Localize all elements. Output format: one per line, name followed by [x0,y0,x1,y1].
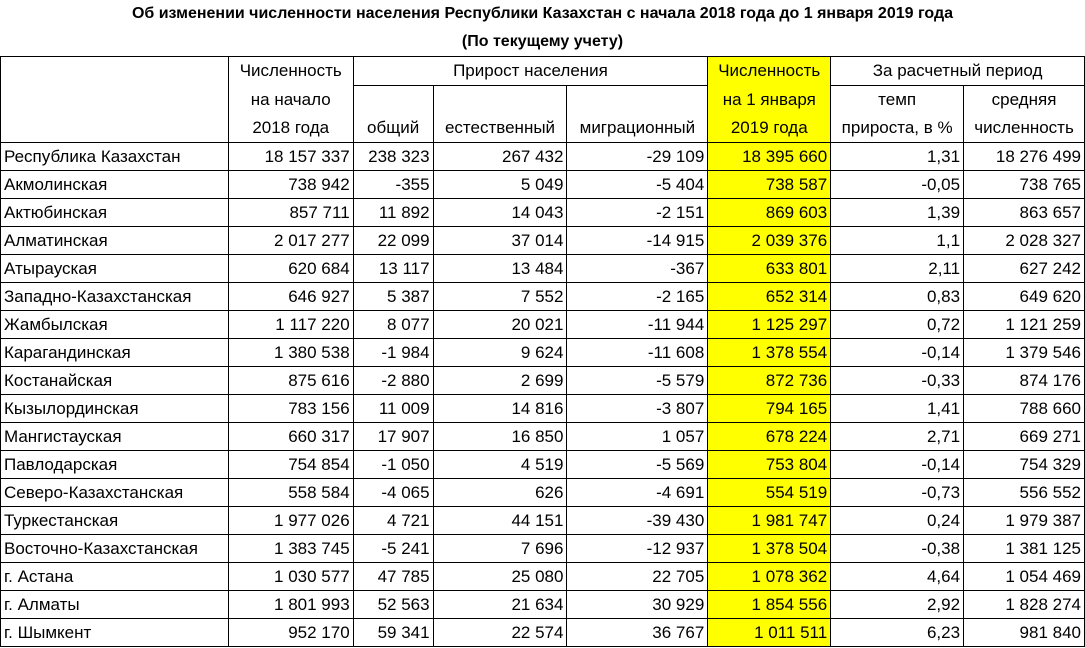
end-pop-cell: 633 801 [708,255,831,283]
growth-total-cell: 22 099 [353,227,433,255]
start-pop-cell: 783 156 [228,395,353,423]
end-pop-cell: 652 314 [708,283,831,311]
table-row [1,367,1085,395]
header-avg-line2: численность [964,114,1085,143]
table-row [1,339,1085,367]
growth-rate-cell: -0,38 [831,535,964,563]
growth-total-cell: -2 880 [353,367,433,395]
growth-migration-cell: -4 691 [567,479,708,507]
avg-pop-cell: 669 271 [964,423,1085,451]
region-name-cell: Северо-Казахстанская [1,479,229,507]
growth-natural-cell: 14 043 [433,199,567,227]
growth-migration-cell: -2 165 [567,283,708,311]
start-pop-cell: 1 977 026 [228,507,353,535]
header-cell-region-3 [1,114,229,143]
growth-total-cell: 17 907 [353,423,433,451]
table-row [1,619,1085,647]
start-pop-cell: 18 157 337 [228,143,353,171]
growth-natural-cell: 4 519 [433,451,567,479]
growth-migration-cell: -29 109 [567,143,708,171]
avg-pop-cell: 2 028 327 [964,227,1085,255]
start-pop-cell: 738 942 [228,171,353,199]
header-growth-natural-blank [433,86,567,115]
start-pop-cell: 558 584 [228,479,353,507]
growth-migration-cell: -11 944 [567,311,708,339]
region-name-cell: Павлодарская [1,451,229,479]
growth-total-cell: -1 984 [353,339,433,367]
region-name-cell: г. Алматы [1,591,229,619]
start-pop-cell: 1 801 993 [228,591,353,619]
start-pop-cell: 1 380 538 [228,339,353,367]
region-name-cell: Западно-Казахстанская [1,283,229,311]
growth-natural-cell: 9 624 [433,339,567,367]
growth-rate-cell: 1,39 [831,199,964,227]
growth-natural-cell: 22 574 [433,619,567,647]
table-row [1,563,1085,591]
region-name-cell: Акмолинская [1,171,229,199]
growth-migration-cell: -5 404 [567,171,708,199]
region-name-cell: Атырауская [1,255,229,283]
growth-migration-cell: -5 579 [567,367,708,395]
start-pop-cell: 857 711 [228,199,353,227]
growth-natural-cell: 37 014 [433,227,567,255]
growth-migration-cell: 22 705 [567,563,708,591]
growth-total-cell: 5 387 [353,283,433,311]
growth-rate-cell: 4,64 [831,563,964,591]
growth-migration-cell: -3 807 [567,395,708,423]
growth-natural-cell: 16 850 [433,423,567,451]
region-name-cell: Республика Казахстан [1,143,229,171]
table-row [1,171,1085,199]
table-row [1,591,1085,619]
growth-rate-cell: 1,1 [831,227,964,255]
start-pop-cell: 1 117 220 [228,311,353,339]
region-name-cell: Кызылординская [1,395,229,423]
table-row [1,227,1085,255]
avg-pop-cell: 863 657 [964,199,1085,227]
growth-rate-cell: 0,24 [831,507,964,535]
header-avg-line1: средняя [964,86,1085,115]
header-start-pop-line2: на начало [228,86,353,115]
growth-total-cell: 13 117 [353,255,433,283]
header-cell-region [1,57,229,86]
start-pop-cell: 1 383 745 [228,535,353,563]
growth-total-cell: -355 [353,171,433,199]
growth-rate-cell: 2,92 [831,591,964,619]
end-pop-cell: 1 078 362 [708,563,831,591]
avg-pop-cell: 754 329 [964,451,1085,479]
avg-pop-cell: 738 765 [964,171,1085,199]
end-pop-cell: 554 519 [708,479,831,507]
header-growth-total-blank [353,86,433,115]
growth-migration-cell: -39 430 [567,507,708,535]
start-pop-cell: 875 616 [228,367,353,395]
growth-total-cell: 11 892 [353,199,433,227]
growth-migration-cell: -11 608 [567,339,708,367]
table-subtitle: (По текущему учету) [461,33,624,50]
header-growth-group: Прирост населения [353,57,708,86]
growth-natural-cell: 626 [433,479,567,507]
start-pop-cell: 754 854 [228,451,353,479]
end-pop-cell: 872 736 [708,367,831,395]
region-name-cell: г. Шымкент [1,619,229,647]
growth-rate-cell: -0,05 [831,171,964,199]
table-row [1,479,1085,507]
avg-pop-cell: 1 381 125 [964,535,1085,563]
start-pop-cell: 1 030 577 [228,563,353,591]
growth-total-cell: 238 323 [353,143,433,171]
table-title: Об изменении численности населения Республики Казахстан с начала 2018 года до 1 января 2019 года [131,5,954,22]
growth-total-cell: -1 050 [353,451,433,479]
growth-natural-cell: 7 552 [433,283,567,311]
end-pop-cell: 1 981 747 [708,507,831,535]
growth-rate-cell: 6,23 [831,619,964,647]
growth-total-cell: 52 563 [353,591,433,619]
end-pop-cell: 794 165 [708,395,831,423]
region-name-cell: г. Астана [1,563,229,591]
end-pop-cell: 1 125 297 [708,311,831,339]
growth-total-cell: 4 721 [353,507,433,535]
end-pop-cell: 869 603 [708,199,831,227]
growth-migration-cell: -2 151 [567,199,708,227]
table-row [1,283,1085,311]
growth-natural-cell: 44 151 [433,507,567,535]
start-pop-cell: 952 170 [228,619,353,647]
end-pop-cell: 1 378 554 [708,339,831,367]
header-end-pop-line1: Численность [708,57,831,86]
growth-total-cell: 11 009 [353,395,433,423]
header-end-pop-line2: на 1 января [708,86,831,115]
header-row-3 [1,114,1085,143]
header-rate-line1: темп [831,86,964,115]
header-row-1 [1,57,1085,86]
region-name-cell: Мангистауская [1,423,229,451]
header-growth-migration: миграционный [567,114,708,143]
region-name-cell: Восточно-Казахстанская [1,535,229,563]
growth-natural-cell: 5 049 [433,171,567,199]
end-pop-cell: 1 378 504 [708,535,831,563]
header-growth-migration-blank [567,86,708,115]
growth-natural-cell: 7 696 [433,535,567,563]
header-growth-natural: естественный [433,114,567,143]
growth-total-cell: -5 241 [353,535,433,563]
growth-migration-cell: 30 929 [567,591,708,619]
end-pop-cell: 738 587 [708,171,831,199]
growth-migration-cell: -367 [567,255,708,283]
avg-pop-cell: 1 121 259 [964,311,1085,339]
growth-rate-cell: 1,41 [831,395,964,423]
avg-pop-cell: 981 840 [964,619,1085,647]
header-rate-line2: прироста, в % [831,114,964,143]
end-pop-cell: 678 224 [708,423,831,451]
growth-rate-cell: 0,83 [831,283,964,311]
growth-rate-cell: 1,31 [831,143,964,171]
end-pop-cell: 753 804 [708,451,831,479]
header-period-group: За расчетный период [831,57,1085,86]
header-start-pop-line1: Численность [228,57,353,86]
avg-pop-cell: 649 620 [964,283,1085,311]
growth-migration-cell: 1 057 [567,423,708,451]
growth-migration-cell: -5 569 [567,451,708,479]
table-row [1,143,1085,171]
end-pop-cell: 18 395 660 [708,143,831,171]
avg-pop-cell: 556 552 [964,479,1085,507]
growth-total-cell: 8 077 [353,311,433,339]
avg-pop-cell: 1 828 274 [964,591,1085,619]
table-row [1,199,1085,227]
header-row-2 [1,86,1085,115]
region-name-cell: Алматинская [1,227,229,255]
growth-rate-cell: 2,11 [831,255,964,283]
growth-total-cell: 59 341 [353,619,433,647]
header-growth-total: общий [353,114,433,143]
region-name-cell: Актюбинская [1,199,229,227]
avg-pop-cell: 1 979 387 [964,507,1085,535]
growth-natural-cell: 25 080 [433,563,567,591]
growth-rate-cell: -0,33 [831,367,964,395]
growth-natural-cell: 20 021 [433,311,567,339]
growth-total-cell: 47 785 [353,563,433,591]
table-row [1,311,1085,339]
table-row [1,535,1085,563]
region-name-cell: Костанайская [1,367,229,395]
growth-migration-cell: -14 915 [567,227,708,255]
start-pop-cell: 646 927 [228,283,353,311]
growth-rate-cell: -0,14 [831,451,964,479]
avg-pop-cell: 1 054 469 [964,563,1085,591]
title-block [0,0,1085,56]
growth-natural-cell: 13 484 [433,255,567,283]
region-name-cell: Жамбылская [1,311,229,339]
header-end-pop-line3: 2019 года [708,114,831,143]
end-pop-cell: 1 011 511 [708,619,831,647]
growth-migration-cell: 36 767 [567,619,708,647]
table-row [1,255,1085,283]
table-row [1,507,1085,535]
growth-rate-cell: 2,71 [831,423,964,451]
population-table [0,56,1085,647]
end-pop-cell: 2 039 376 [708,227,831,255]
start-pop-cell: 2 017 277 [228,227,353,255]
region-name-cell: Туркестанская [1,507,229,535]
growth-natural-cell: 14 816 [433,395,567,423]
header-cell-region-2 [1,86,229,115]
growth-natural-cell: 21 634 [433,591,567,619]
growth-migration-cell: -12 937 [567,535,708,563]
table-body [1,143,1085,647]
table-header [1,57,1085,143]
avg-pop-cell: 874 176 [964,367,1085,395]
start-pop-cell: 620 684 [228,255,353,283]
avg-pop-cell: 1 379 546 [964,339,1085,367]
table-row [1,395,1085,423]
growth-total-cell: -4 065 [353,479,433,507]
table-row [1,451,1085,479]
growth-rate-cell: 0,72 [831,311,964,339]
avg-pop-cell: 788 660 [964,395,1085,423]
growth-rate-cell: -0,14 [831,339,964,367]
header-start-pop-line3: 2018 года [228,114,353,143]
avg-pop-cell: 627 242 [964,255,1085,283]
growth-natural-cell: 267 432 [433,143,567,171]
avg-pop-cell: 18 276 499 [964,143,1085,171]
region-name-cell: Карагандинская [1,339,229,367]
end-pop-cell: 1 854 556 [708,591,831,619]
start-pop-cell: 660 317 [228,423,353,451]
growth-natural-cell: 2 699 [433,367,567,395]
table-row [1,423,1085,451]
growth-rate-cell: -0,73 [831,479,964,507]
